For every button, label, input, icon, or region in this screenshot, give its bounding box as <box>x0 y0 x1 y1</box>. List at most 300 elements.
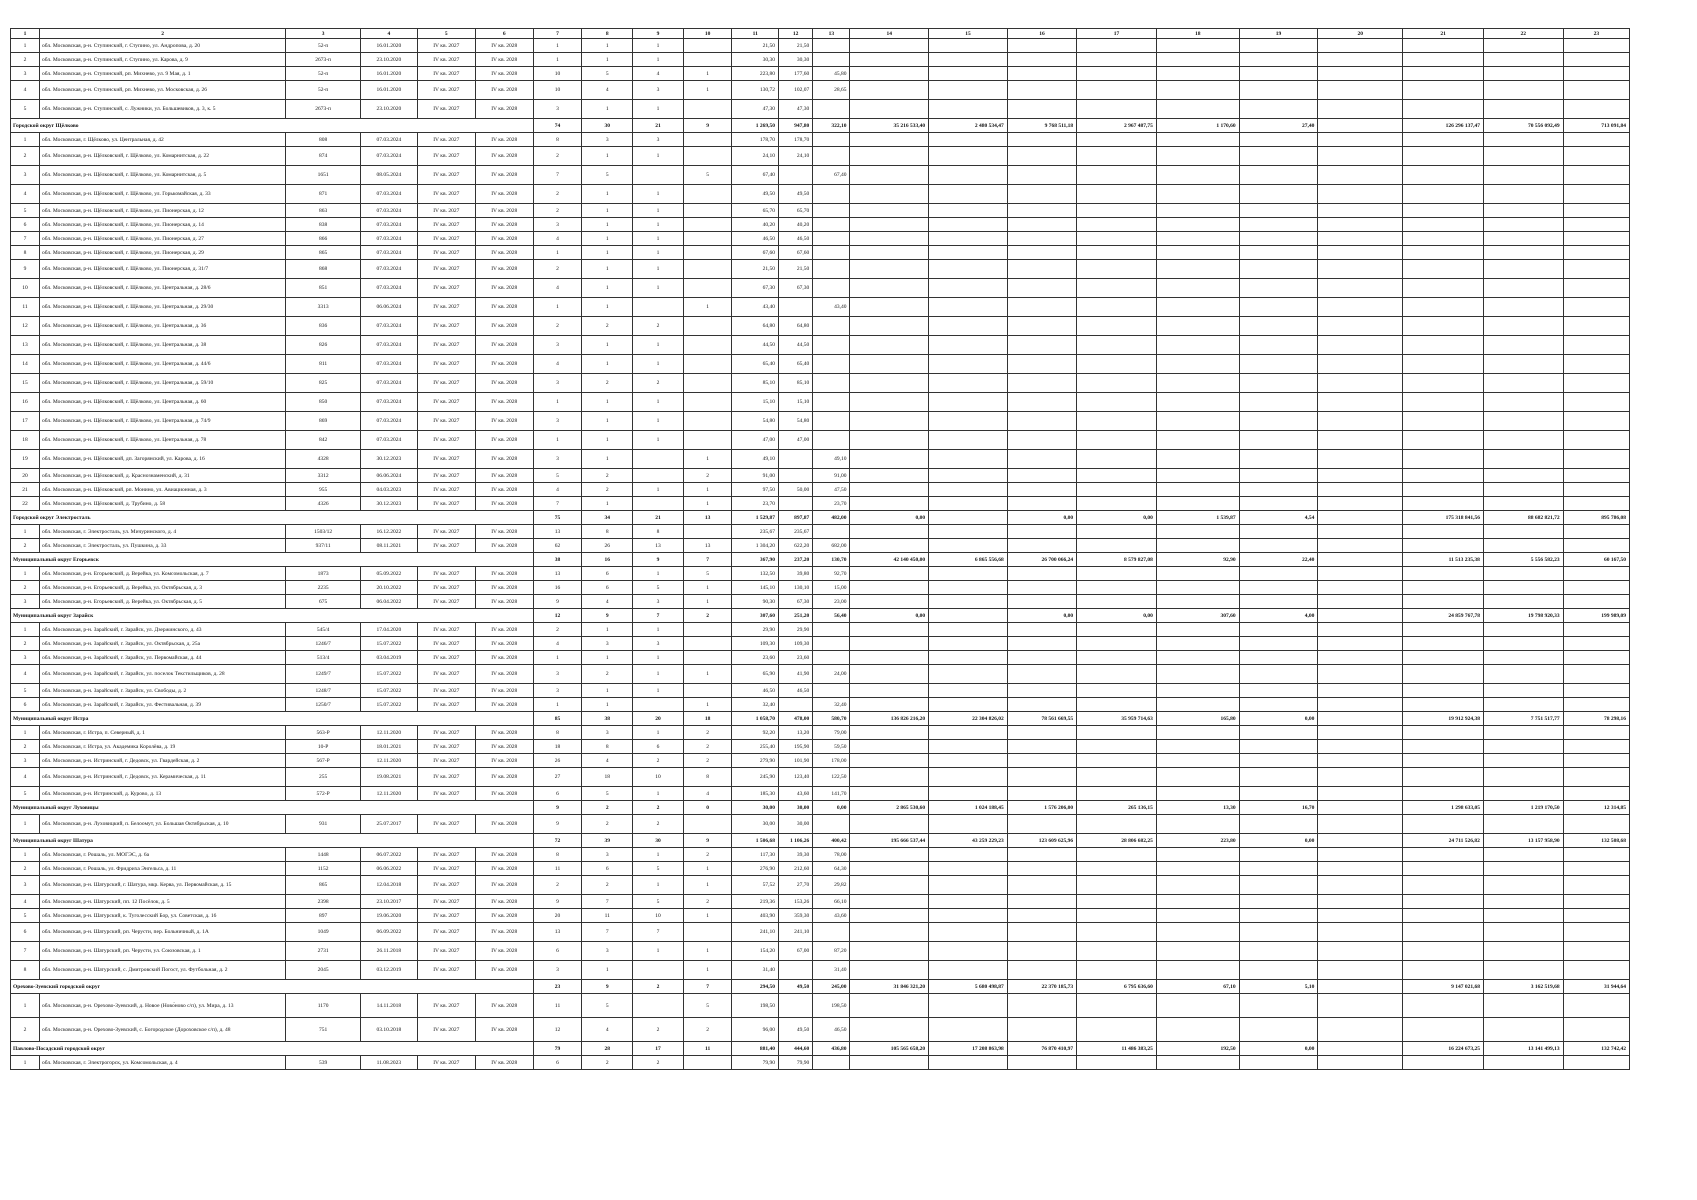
cell: 75 <box>533 511 582 525</box>
cell: 6 <box>582 581 633 595</box>
cell: 7 <box>533 497 582 511</box>
cell: 39,30 <box>779 848 813 862</box>
group-name: Павлово-Посадский городской округ <box>11 1042 534 1056</box>
cell <box>779 698 813 712</box>
cell: 478,00 <box>779 712 813 726</box>
cell <box>1483 768 1563 787</box>
cell <box>1403 595 1484 609</box>
cell: 1 <box>683 450 732 469</box>
cell: 28 <box>582 1042 633 1056</box>
address-cell: обл. Московская, р-н. Истринский, г. Дедовск, ул. Керамическая, д. 11 <box>39 768 285 787</box>
cell <box>1239 298 1318 317</box>
cell <box>1156 1056 1239 1070</box>
cell <box>1483 298 1563 317</box>
table-row <box>11 67 1630 81</box>
cell <box>1318 909 1403 923</box>
cell: 07.03.2024 <box>360 336 417 355</box>
cell <box>1077 623 1157 637</box>
cell: 88 682 821,72 <box>1483 511 1563 525</box>
cell: 1 <box>582 39 633 53</box>
cell <box>929 483 1008 497</box>
cell: 12.11.2020 <box>360 787 417 801</box>
cell <box>813 684 850 698</box>
cell: 3313 <box>286 298 361 317</box>
cell: IV кв. 2028 <box>475 67 533 81</box>
cell: IV кв. 2027 <box>417 374 475 393</box>
cell <box>929 876 1008 895</box>
cell <box>1483 450 1563 469</box>
cell: 78,00 <box>813 848 850 862</box>
cell <box>683 651 732 665</box>
cell: 30.12.2023 <box>360 497 417 511</box>
table-row <box>11 595 1630 609</box>
cell: 1 <box>582 961 633 980</box>
address-cell: обл. Московская, р-н. Орехово-Зуевский, с. Богородское (Дороховское с/п), д. 48 <box>39 1018 285 1042</box>
cell: 16 <box>11 393 40 412</box>
cell: 24,00 <box>813 665 850 684</box>
column-number: 10 <box>683 29 732 39</box>
cell: 8 <box>533 133 582 147</box>
cell <box>1318 412 1403 431</box>
cell: 237,20 <box>779 553 813 567</box>
cell: 4 <box>11 665 40 684</box>
cell: 1 024 188,45 <box>929 801 1008 815</box>
cell <box>1483 81 1563 100</box>
cell: 17 <box>11 412 40 431</box>
address-cell: обл. Московская, р-н. Шатурский, к. Туголесский Бор, ул. Советская, д. 16 <box>39 909 285 923</box>
cell: 5 <box>683 994 732 1018</box>
cell <box>1239 100 1318 119</box>
address-cell: обл. Московская, р-н. Щёлковский, дп. Загорянский, ул. Карова, д. 16 <box>39 450 285 469</box>
cell: 4 <box>582 1018 633 1042</box>
cell <box>1403 185 1484 204</box>
cell: 307,60 <box>1156 609 1239 623</box>
cell: IV кв. 2028 <box>475 740 533 754</box>
cell <box>1156 595 1239 609</box>
cell <box>1483 876 1563 895</box>
cell: 2 <box>683 726 732 740</box>
cell <box>1077 232 1157 246</box>
cell: 1 <box>683 298 732 317</box>
cell <box>1563 539 1629 553</box>
cell: 4 <box>683 787 732 801</box>
cell: 1 <box>533 246 582 260</box>
cell: 10 <box>633 768 684 787</box>
cell: IV кв. 2027 <box>417 768 475 787</box>
cell: 5 <box>11 909 40 923</box>
cell <box>1318 665 1403 684</box>
cell <box>683 815 732 834</box>
cell: 17.04.2020 <box>360 623 417 637</box>
cell: IV кв. 2027 <box>417 525 475 539</box>
cell <box>929 374 1008 393</box>
cell <box>1403 497 1484 511</box>
cell: 1 <box>11 133 40 147</box>
cell: 50,00 <box>779 483 813 497</box>
cell <box>850 942 929 961</box>
cell <box>929 147 1008 166</box>
cell: 8 <box>582 740 633 754</box>
cell: 255,40 <box>732 740 779 754</box>
cell: IV кв. 2028 <box>475 246 533 260</box>
cell: 1 <box>633 53 684 67</box>
address-cell: обл. Московская, р-н. Зарайский, г. Зарайск, ул. Дзержинского, д. 43 <box>39 623 285 637</box>
cell <box>1156 232 1239 246</box>
cell: 3 162 519,68 <box>1483 980 1563 994</box>
cell: 30.12.2023 <box>360 450 417 469</box>
cell <box>1007 166 1076 185</box>
cell <box>1077 942 1157 961</box>
cell: IV кв. 2027 <box>417 218 475 232</box>
cell: 57,52 <box>732 876 779 895</box>
cell <box>1077 497 1157 511</box>
cell <box>929 848 1008 862</box>
cell: 9 <box>683 834 732 848</box>
cell <box>1563 100 1629 119</box>
cell <box>1318 431 1403 450</box>
cell <box>1239 166 1318 185</box>
cell: 2 <box>633 980 684 994</box>
cell: 5 <box>582 166 633 185</box>
cell <box>1077 185 1157 204</box>
cell: 49,10 <box>813 450 850 469</box>
cell: 07.03.2024 <box>360 374 417 393</box>
cell: 15.07.2022 <box>360 637 417 651</box>
cell: 5 <box>683 567 732 581</box>
cell <box>850 355 929 374</box>
cell: 1 539,87 <box>1156 511 1239 525</box>
cell: 126 296 137,47 <box>1403 119 1484 133</box>
cell: 67,60 <box>779 246 813 260</box>
table-row <box>11 450 1630 469</box>
cell <box>850 185 929 204</box>
cell <box>1239 39 1318 53</box>
cell <box>683 1056 732 1070</box>
cell <box>1318 787 1403 801</box>
cell <box>1156 147 1239 166</box>
cell <box>1318 698 1403 712</box>
cell: 1250/7 <box>286 698 361 712</box>
cell: 2 865 530,60 <box>850 801 929 815</box>
cell <box>850 637 929 651</box>
cell: 31 944,64 <box>1563 980 1629 994</box>
cell: 1 <box>11 1056 40 1070</box>
column-number: 1 <box>11 29 40 39</box>
cell: 23.10.2020 <box>360 53 417 67</box>
cell <box>1007 942 1076 961</box>
cell <box>1077 581 1157 595</box>
cell <box>1563 232 1629 246</box>
cell: 19 <box>11 450 40 469</box>
cell: 444,60 <box>779 1042 813 1056</box>
cell <box>1077 754 1157 768</box>
cell: 13 <box>11 336 40 355</box>
cell: 21 <box>11 483 40 497</box>
cell <box>1483 232 1563 246</box>
cell <box>1318 815 1403 834</box>
cell <box>1077 567 1157 581</box>
cell: 2 <box>533 317 582 336</box>
cell: 1 <box>633 355 684 374</box>
cell <box>1318 651 1403 665</box>
cell: IV кв. 2027 <box>417 698 475 712</box>
cell: 826 <box>286 336 361 355</box>
group-subtotal-row <box>11 834 1630 848</box>
cell: 07.03.2024 <box>360 393 417 412</box>
cell <box>1318 726 1403 740</box>
cell: 195 666 537,44 <box>850 834 929 848</box>
cell: 563-Р <box>286 726 361 740</box>
address-cell: обл. Московская, р-н. Щёлковский, г. Щёлково, ул. Центральная, д. 44/6 <box>39 355 285 374</box>
cell <box>1007 298 1076 317</box>
cell <box>850 133 929 147</box>
cell: 863 <box>286 204 361 218</box>
cell: 1 <box>533 651 582 665</box>
address-cell: обл. Московская, р-н. Истринский, г. Дедовск, ул. Гвардейская, д. 2 <box>39 754 285 768</box>
cell <box>1483 147 1563 166</box>
cell <box>1077 1018 1157 1042</box>
cell: 5 <box>633 895 684 909</box>
table-row <box>11 483 1630 497</box>
cell <box>1156 374 1239 393</box>
address-cell: обл. Московская, г. Электросталь, ул. Пушкина, д. 33 <box>39 539 285 553</box>
cell <box>850 317 929 336</box>
cell <box>1318 895 1403 909</box>
cell: 70 556 092,49 <box>1483 119 1563 133</box>
cell <box>1239 67 1318 81</box>
cell: 1 <box>633 726 684 740</box>
cell <box>1156 67 1239 81</box>
cell: 64,80 <box>732 317 779 336</box>
cell <box>1318 450 1403 469</box>
cell <box>1403 355 1484 374</box>
cell: 2 <box>582 1056 633 1070</box>
cell: 92,90 <box>1156 553 1239 567</box>
cell: 85,10 <box>732 374 779 393</box>
cell: 245,00 <box>813 980 850 994</box>
cell <box>1318 166 1403 185</box>
cell: 32,40 <box>813 698 850 712</box>
table-row <box>11 684 1630 698</box>
cell: 65,70 <box>732 204 779 218</box>
cell <box>1318 67 1403 81</box>
cell: 3 <box>11 595 40 609</box>
cell: IV кв. 2028 <box>475 317 533 336</box>
cell: 13 <box>683 511 732 525</box>
cell: 04.03.2023 <box>360 483 417 497</box>
cell: 7 <box>533 166 582 185</box>
cell <box>1483 665 1563 684</box>
cell: 5 <box>633 581 684 595</box>
cell: 6 795 636,60 <box>1077 980 1157 994</box>
group-subtotal-row <box>11 712 1630 726</box>
cell <box>813 623 850 637</box>
cell: 31,40 <box>813 961 850 980</box>
cell: 67,40 <box>813 166 850 185</box>
cell: 3 <box>11 651 40 665</box>
cell <box>1563 336 1629 355</box>
cell <box>1239 431 1318 450</box>
cell: 40,20 <box>779 218 813 232</box>
cell: 14.11.2018 <box>360 994 417 1018</box>
column-number: 7 <box>533 29 582 39</box>
cell: 32,40 <box>732 698 779 712</box>
cell: 41,90 <box>779 665 813 684</box>
cell <box>633 450 684 469</box>
cell <box>1007 876 1076 895</box>
cell <box>1007 740 1076 754</box>
cell <box>1156 218 1239 232</box>
cell <box>813 412 850 431</box>
cell <box>929 298 1008 317</box>
cell <box>1318 100 1403 119</box>
cell <box>1007 246 1076 260</box>
cell <box>929 279 1008 298</box>
cell: IV кв. 2028 <box>475 684 533 698</box>
cell: 1873 <box>286 567 361 581</box>
cell: 20 <box>533 909 582 923</box>
cell <box>850 909 929 923</box>
cell <box>1007 185 1076 204</box>
cell: 255 <box>286 768 361 787</box>
cell: 109,30 <box>779 637 813 651</box>
cell <box>850 994 929 1018</box>
cell <box>1007 260 1076 279</box>
cell: 46,50 <box>732 684 779 698</box>
cell <box>1563 525 1629 539</box>
cell <box>1007 469 1076 483</box>
cell <box>1077 53 1157 67</box>
cell <box>1483 754 1563 768</box>
cell <box>1156 279 1239 298</box>
cell <box>1403 204 1484 218</box>
cell <box>1007 567 1076 581</box>
cell: IV кв. 2027 <box>417 497 475 511</box>
cell: 513/4 <box>286 651 361 665</box>
cell <box>929 260 1008 279</box>
cell: 109,30 <box>732 637 779 651</box>
cell: 8 <box>533 726 582 740</box>
cell: IV кв. 2028 <box>475 218 533 232</box>
cell: 13,30 <box>1156 801 1239 815</box>
cell: 35 959 714,63 <box>1077 712 1157 726</box>
cell: 16 <box>533 581 582 595</box>
cell: 23,00 <box>813 595 850 609</box>
cell: 1 <box>633 204 684 218</box>
cell <box>1563 133 1629 147</box>
address-cell: обл. Московская, р-н. Егорьевский, д. Верейка, ул. Октябрьская, д. 5 <box>39 595 285 609</box>
column-number: 15 <box>929 29 1008 39</box>
cell <box>1318 260 1403 279</box>
cell <box>850 393 929 412</box>
cell: 18 <box>533 740 582 754</box>
cell <box>929 1056 1008 1070</box>
cell: 22 370 185,73 <box>1007 980 1076 994</box>
cell: 21,50 <box>779 39 813 53</box>
cell: 52-п <box>286 39 361 53</box>
cell <box>1077 483 1157 497</box>
cell <box>850 768 929 787</box>
cell: IV кв. 2027 <box>417 684 475 698</box>
cell: 0,00 <box>1239 1042 1318 1056</box>
cell: 868 <box>286 260 361 279</box>
cell <box>1239 1056 1318 1070</box>
cell: 59,50 <box>813 740 850 754</box>
cell: 123 609 625,96 <box>1007 834 1076 848</box>
cell <box>850 100 929 119</box>
cell: 9 <box>533 595 582 609</box>
cell <box>1318 994 1403 1018</box>
cell <box>1007 895 1076 909</box>
cell <box>813 147 850 166</box>
cell: 865 <box>286 246 361 260</box>
cell: 24 859 767,78 <box>1403 609 1484 623</box>
cell: IV кв. 2028 <box>475 651 533 665</box>
cell <box>779 994 813 1018</box>
cell: 1 <box>582 684 633 698</box>
cell <box>850 374 929 393</box>
cell <box>929 909 1008 923</box>
cell <box>1403 539 1484 553</box>
cell <box>1007 787 1076 801</box>
cell: 1 <box>11 726 40 740</box>
cell: 5 <box>533 469 582 483</box>
cell <box>1007 684 1076 698</box>
cell <box>929 637 1008 651</box>
cell <box>1156 431 1239 450</box>
cell: 4 <box>533 232 582 246</box>
address-cell: обл. Московская, г. Электрогорск, ул. Комсомольская, д. 4 <box>39 1056 285 1070</box>
cell <box>1156 393 1239 412</box>
cell: IV кв. 2027 <box>417 1018 475 1042</box>
cell: 26 <box>533 754 582 768</box>
group-subtotal-row <box>11 553 1630 567</box>
cell: IV кв. 2027 <box>417 740 475 754</box>
cell: IV кв. 2028 <box>475 876 533 895</box>
address-cell: обл. Московская, р-н. Щёлковский, д. Краснознаменский, д. 31 <box>39 469 285 483</box>
cell: IV кв. 2027 <box>417 876 475 895</box>
column-number: 8 <box>582 29 633 39</box>
cell: 29,90 <box>779 623 813 637</box>
cell: 1049 <box>286 923 361 942</box>
cell: 1 <box>11 815 40 834</box>
cell: 3 <box>633 81 684 100</box>
table-row <box>11 1018 1630 1042</box>
cell: 0,00 <box>1077 609 1157 623</box>
cell <box>929 726 1008 740</box>
cell <box>1156 525 1239 539</box>
cell <box>1563 39 1629 53</box>
cell: 0 <box>683 801 732 815</box>
cell: 42 140 450,00 <box>850 553 929 567</box>
cell <box>813 815 850 834</box>
cell <box>929 218 1008 232</box>
cell: 30,00 <box>732 801 779 815</box>
cell: 12 <box>11 317 40 336</box>
cell <box>1483 185 1563 204</box>
cell <box>1403 1018 1484 1042</box>
cell <box>1563 431 1629 450</box>
cell <box>850 623 929 637</box>
cell <box>1318 623 1403 637</box>
address-cell: обл. Московская, г. Рошаль, ул. Фридриха Энгельса, д. 11 <box>39 862 285 876</box>
address-cell: обл. Московская, р-н. Егорьевский, д. Верейка, ул. Комсомольская, д. 7 <box>39 567 285 581</box>
cell: IV кв. 2027 <box>417 942 475 961</box>
cell: 96,00 <box>732 1018 779 1042</box>
cell <box>1563 81 1629 100</box>
cell: 245,90 <box>732 768 779 787</box>
cell: 10 <box>533 81 582 100</box>
